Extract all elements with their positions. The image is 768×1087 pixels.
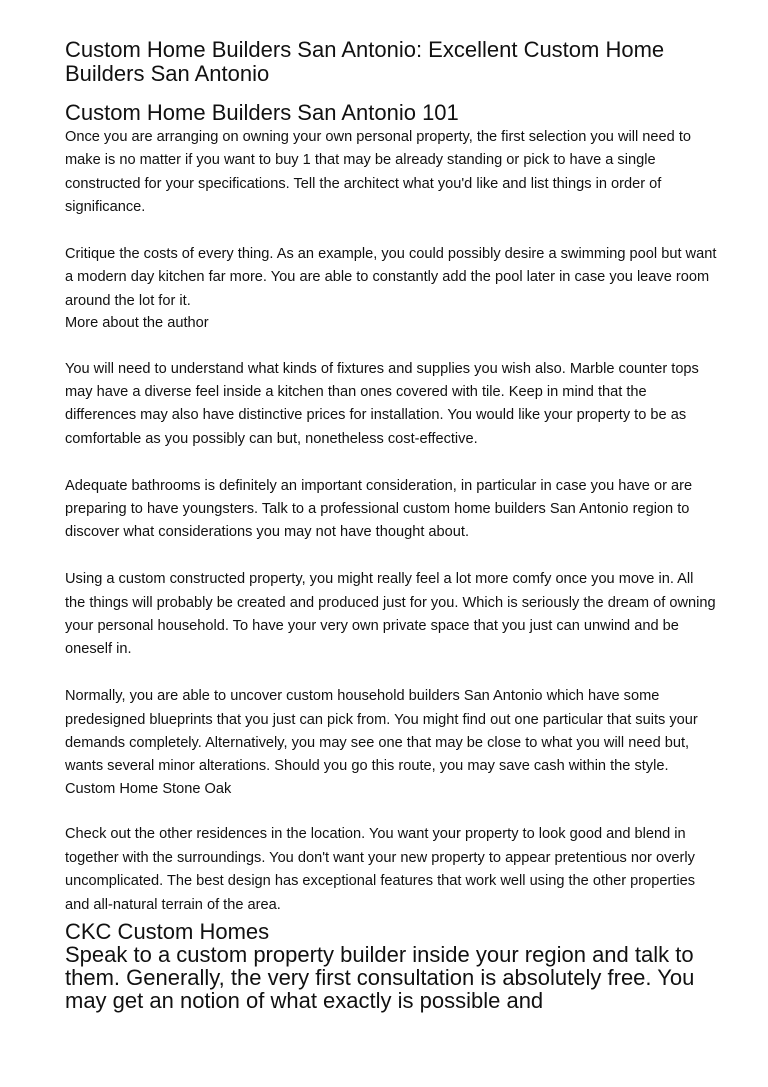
paragraph-residences: Check out the other residences in the location. You want your property to look good and blend in together with the surroundings. You don't want your new property to appear pretentious nor overly uncomplicated. The best design has exceptional features that work well using the other properties and all-natural terrain of the area. (65, 826, 696, 913)
document-title: Custom Home Builders San Antonio: Excellent Custom Home Builders San Antonio (65, 37, 665, 86)
paragraph-bathrooms: Adequate bathrooms is definitely an important consideration, in particular in case you have or are preparing to have youngsters. Talk to a professional custom home builders San Antonio region to discover what considerations you may not have thought about. (65, 477, 693, 541)
more-about-author-link[interactable]: More about the author (65, 315, 209, 332)
bottom-text: Speak to a custom property builder inside your region and talk to them. Generally, the very first consultation is absolutely free. You may get an notion of what exactly is possible and (65, 941, 695, 1013)
bottom-heading: CKC Custom Homes (65, 918, 270, 944)
paragraph-costs: Critique the costs of every thing. As an example, you could possibly desire a swimming pool but want a modern day kitchen far more. You are able to constantly add the pool later in case you leave room around the lot for it. (65, 246, 717, 309)
paragraph-comfort: Using a custom constructed property, you might really feel a lot more comfy once you move in. All the things will probably be created and produced just for you. Which is seriously the dream of owning your personal household. To have your very own private space that you just can unwind and be oneself in. (65, 571, 716, 658)
paragraph-fixtures: You will need to understand what kinds of fixtures and supplies you wish also. Marble counter tops may have a diverse feel inside a kitchen than ones covered with tile. Keep in mind that the differences may also have distinctive prices for installation. You would like your property to be as comfortable as you possibly can but, nonetheless cost-effective. (65, 360, 699, 447)
section-heading: Custom Home Builders San Antonio 101 (65, 100, 459, 125)
custom-home-stone-oak-link[interactable]: Custom Home Stone Oak (65, 780, 232, 797)
document-page (65, 38, 717, 1012)
paragraph-intro: Once you are arranging on owning your own personal property, the first selection you will need to make is no matter if you want to buy 1 that may be already standing or pick to have a single constructed for your specifications. Tell the architect what you'd like and list things in order of significance. (65, 129, 691, 216)
paragraph-blueprints: Normally, you are able to uncover custom household builders San Antonio which have some predesigned blueprints that you just can pick from. You might find out one particular that suits your demands completely. Alternatively, you may see one that may be close to what you will need but, wants several minor alterations. Should you go this route, you may save cash within the style. (65, 688, 698, 775)
